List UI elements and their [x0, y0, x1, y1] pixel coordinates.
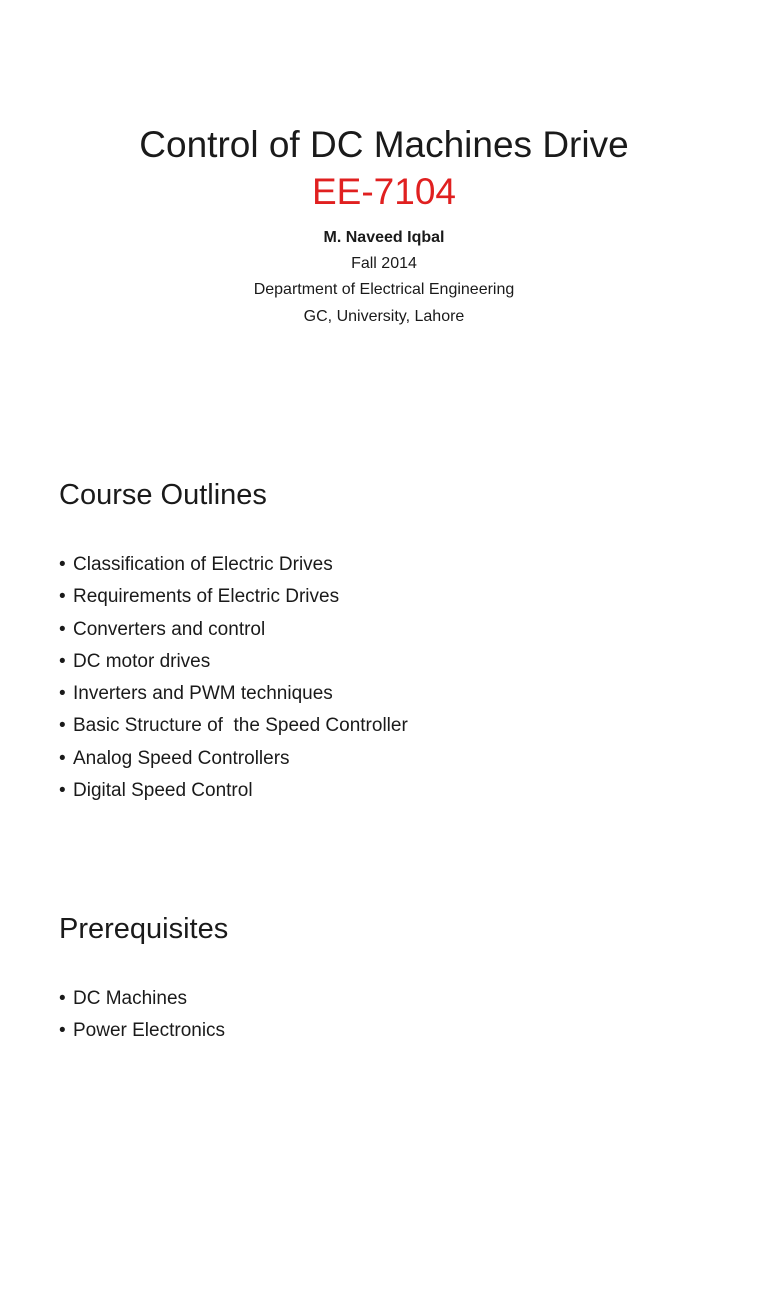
bullet-icon: •	[59, 747, 66, 769]
list-item-text: Power Electronics	[73, 1020, 226, 1042]
list-item	[59, 581, 408, 613]
list-item	[59, 710, 408, 742]
list-item	[59, 614, 408, 646]
bullet-icon: •	[59, 1020, 66, 1042]
list-item-text: Converters and control	[73, 618, 266, 640]
title-slide	[0, 0, 768, 432]
course-code: EE-7104	[312, 171, 456, 212]
list-item-text: Inverters and PWM techniques	[73, 683, 333, 705]
list-item-text: Requirements of Electric Drives	[73, 586, 340, 608]
course-outline-heading: Course Outlines	[59, 479, 267, 511]
bullet-icon: •	[59, 618, 66, 640]
department-label: Department of Electrical Engineering	[253, 281, 515, 298]
course-outline-list	[59, 549, 408, 807]
list-item	[59, 549, 408, 581]
course-outline-slide	[0, 432, 768, 864]
bullet-icon: •	[59, 650, 66, 672]
list-item	[59, 678, 408, 710]
bullet-icon: •	[59, 554, 66, 575]
prerequisites-list	[59, 983, 225, 1048]
prerequisites-heading: Prerequisites	[59, 913, 229, 945]
list-item	[59, 775, 408, 807]
bullet-icon: •	[59, 780, 66, 802]
list-item-text: DC motor drives	[73, 650, 211, 672]
list-item	[59, 1015, 225, 1047]
bullet-icon: •	[59, 988, 66, 1009]
bullet-icon: •	[59, 715, 66, 737]
list-item-text: DC Machines	[73, 988, 188, 1009]
list-item-text: Digital Speed Control	[73, 780, 253, 802]
list-item-text: Classification of Electric Drives	[73, 554, 333, 575]
list-item	[59, 743, 408, 775]
list-item	[59, 646, 408, 678]
list-item-text: Analog Speed Controllers	[73, 747, 290, 769]
university-label: GC, University, Lahore	[303, 308, 465, 325]
bullet-icon: •	[59, 586, 66, 608]
bullet-icon: •	[59, 683, 66, 705]
list-item-text: Basic Structure of the Speed Controller	[73, 715, 408, 737]
list-item	[59, 983, 225, 1015]
slide-title: Control of DC Machines Drive	[139, 124, 629, 165]
author-name: M. Naveed Iqbal	[323, 229, 445, 246]
prerequisites-slide	[0, 864, 768, 1296]
term-label: Fall 2014	[351, 255, 417, 272]
